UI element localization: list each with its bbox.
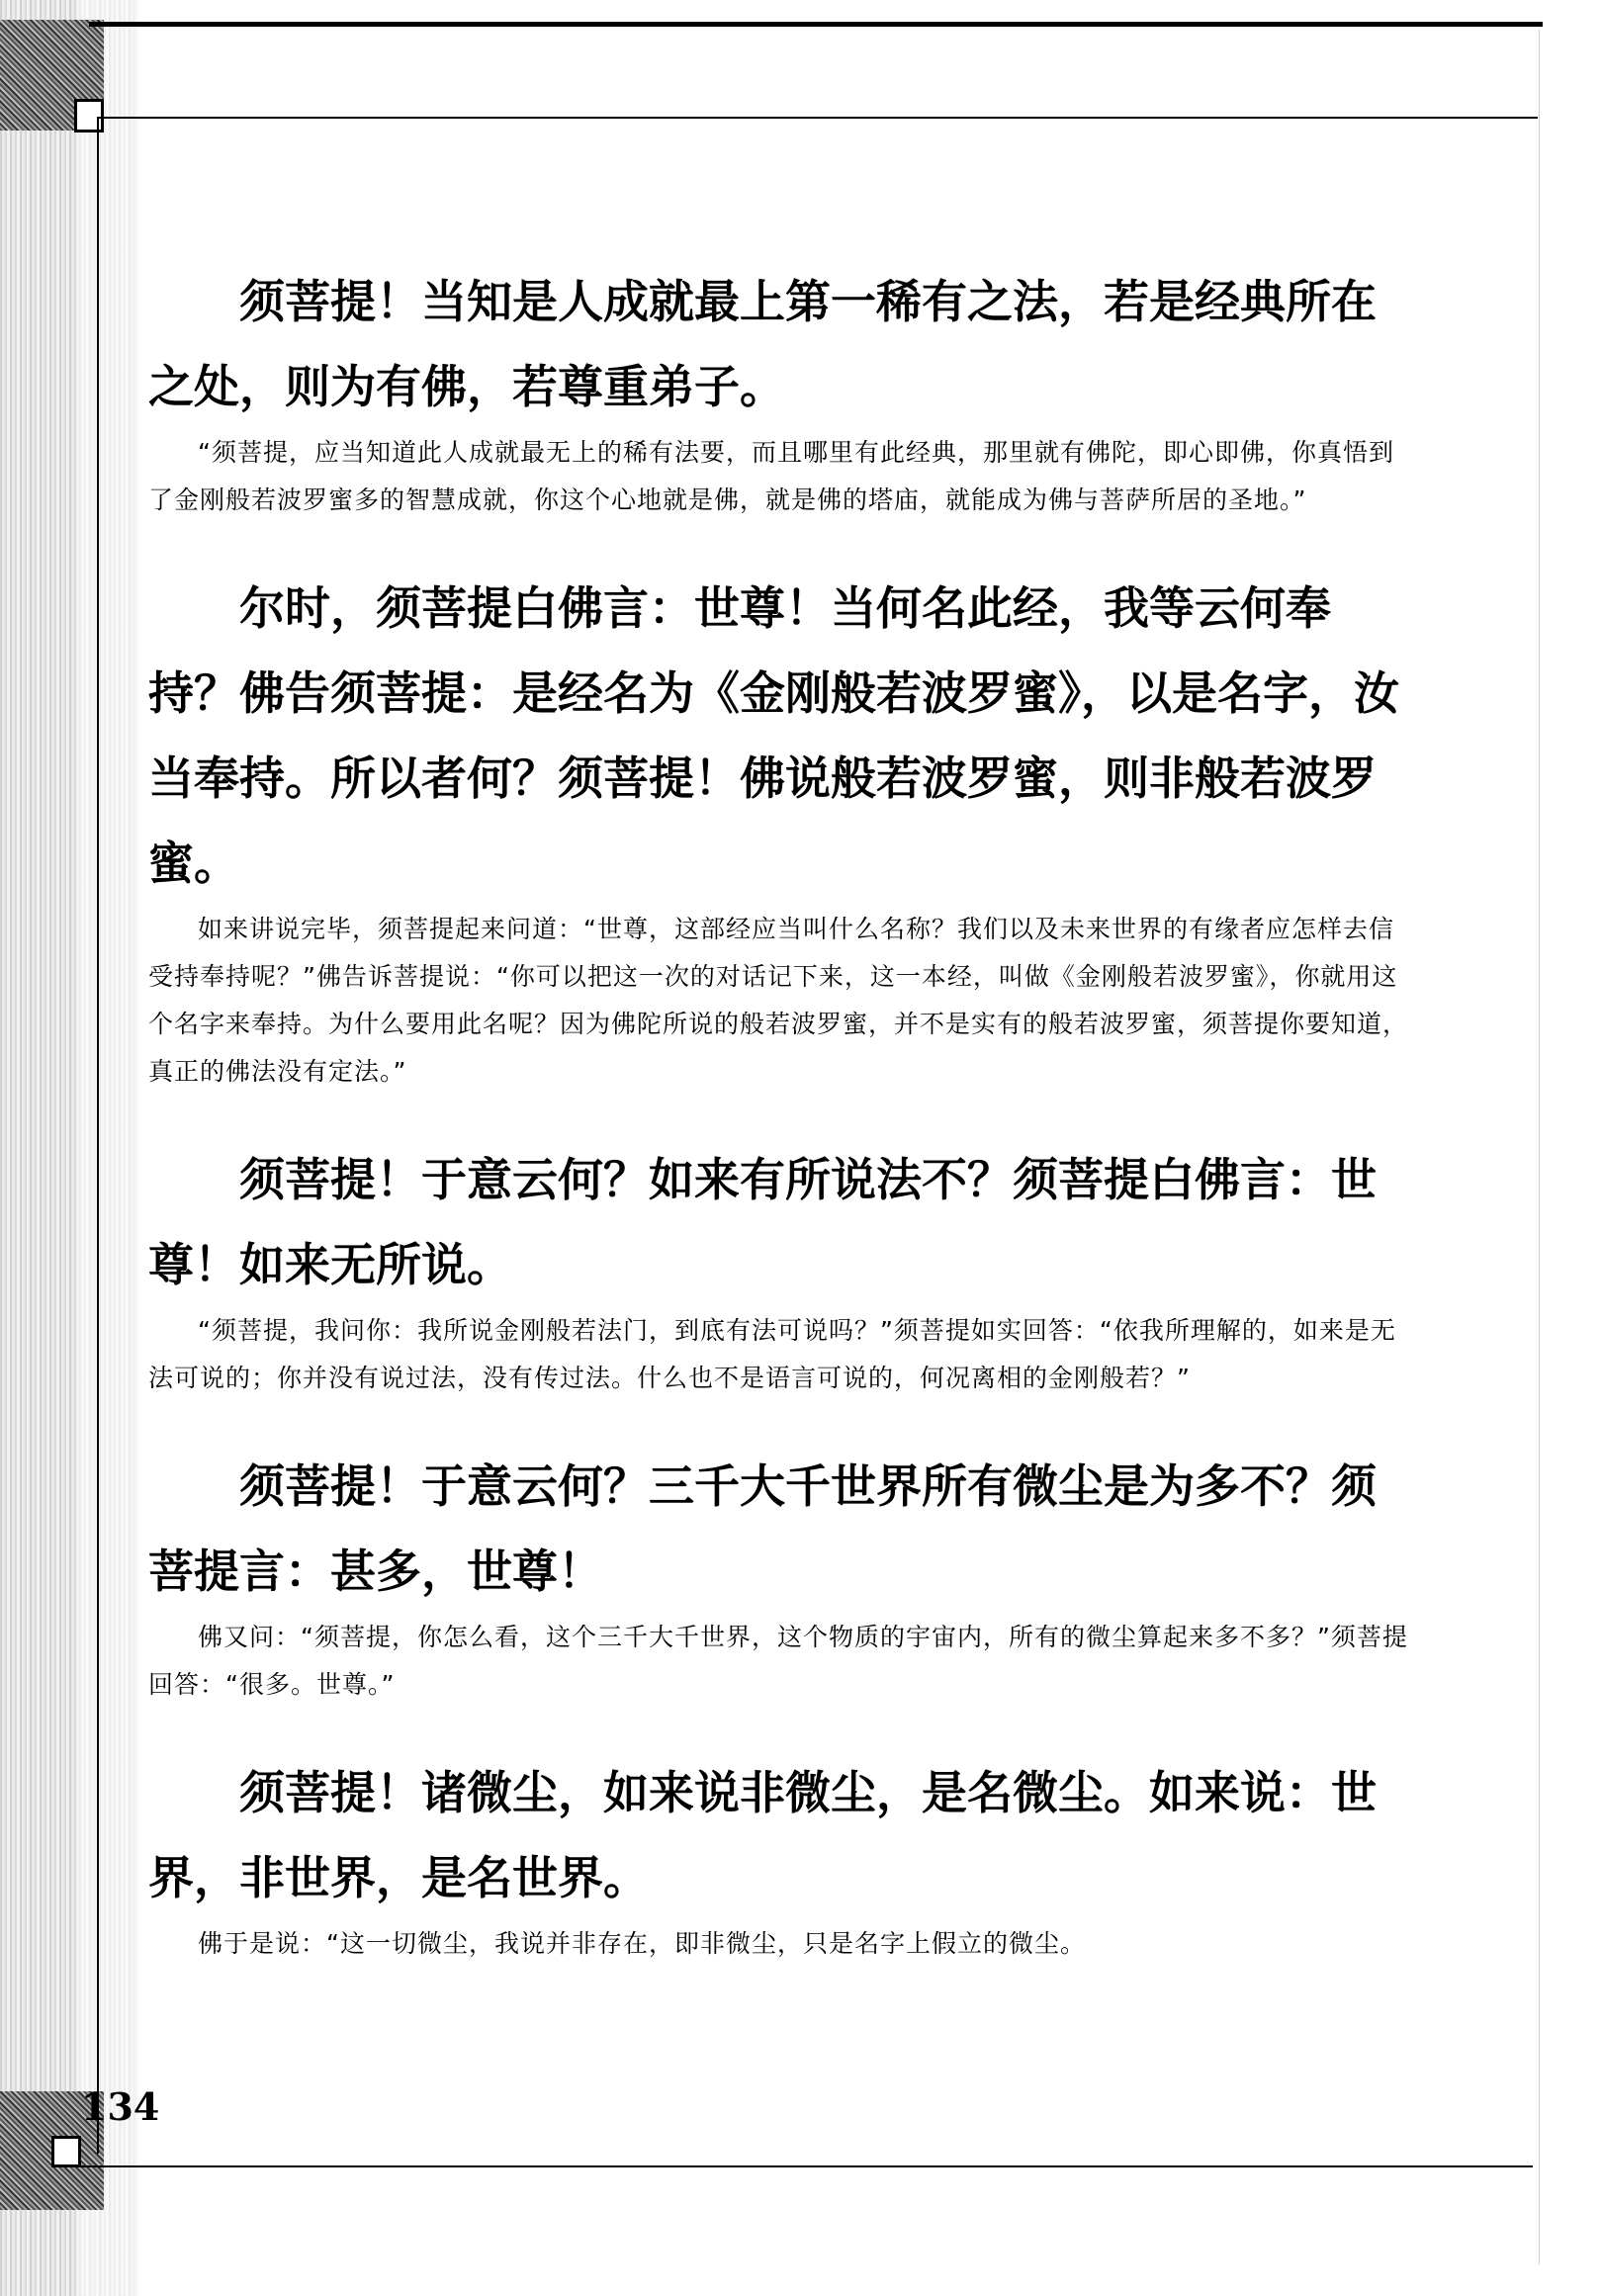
commentary-paragraph: “须菩提，我问你：我所说金刚般若法门，到底有法可说吗？”须菩提如实回答：“依我所理解的，如来是无法可说的；你并没有说过法，没有传过法。什么也不是语言可说的，何况离相的金刚般若？” — [148, 1316, 1396, 1392]
scan-margin-shadow — [0, 0, 79, 2296]
commentary-paragraph: 佛于是说：“这一切微尘，我说并非存在，即非微尘，只是名字上假立的微尘。 — [198, 1929, 1086, 1958]
sutra-verse: 须菩提！当知是人成就最上第一稀有之法，若是经典所在之处，则为有佛，若尊重弟子。 — [148, 275, 1377, 413]
commentary-paragraph: 如来讲说完毕，须菩提起来问道：“世尊，这部经应当叫什么名称？我们以及未来世界的有缘者应怎样去信受持奉持呢？”佛告诉菩提说：“你可以把这一次的对话记下来，这一本经，叫做《金刚般若波罗蜜》，你就用这个名字来奉持。为什么要用此名呢？因为佛陀所说的般若波罗蜜，并不是实有的般若波罗蜜，须菩提你要知道，真正的佛法没有定法。” — [148, 915, 1409, 1086]
sutra-verse: 须菩提！于意云何？三千大千世界所有微尘是为多不？须菩提言：甚多，世尊！ — [148, 1459, 1377, 1598]
right-edge-line — [1539, 30, 1540, 2264]
page-number: 134 — [81, 2084, 160, 2129]
header-inner-rule — [99, 117, 1538, 119]
sutra-verse: 须菩提！诸微尘，如来说非微尘，是名微尘。如来说：世界，非世界，是名世界。 — [148, 1766, 1377, 1904]
sutra-verse: 须菩提！于意云何？如来有所说法不？须菩提白佛言：世尊！如来无所说。 — [148, 1153, 1377, 1291]
top-corner-box — [74, 99, 104, 132]
commentary-paragraph: “须菩提，应当知道此人成就最无上的稀有法要，而且哪里有此经典，那里就有佛陀，即心即佛，你真悟到了金刚般若波罗蜜多的智慧成就，你这个心地就是佛，就是佛的塔庙，就能成为佛与菩萨所居的圣地。” — [148, 438, 1394, 514]
page-body — [148, 259, 1414, 1968]
bottom-corner-box — [51, 2136, 81, 2167]
scan-margin-fade — [79, 0, 138, 2296]
left-frame-rule — [97, 117, 99, 2154]
header-rule — [89, 22, 1543, 27]
commentary-paragraph: 佛又问：“须菩提，你怎么看，这个三千大千世界，这个物质的宇宙内，所有的微尘算起来多不多？”须菩提回答：“很多。世尊。” — [148, 1623, 1408, 1699]
sutra-verse: 尔时，须菩提白佛言：世尊！当何名此经，我等云何奉持？佛告须菩提：是经名为《金刚般若波罗蜜》，以是名字，汝当奉持。所以者何？须菩提！佛说般若波罗蜜，则非般若波罗蜜。 — [148, 581, 1399, 890]
footer-rule — [59, 2165, 1533, 2167]
